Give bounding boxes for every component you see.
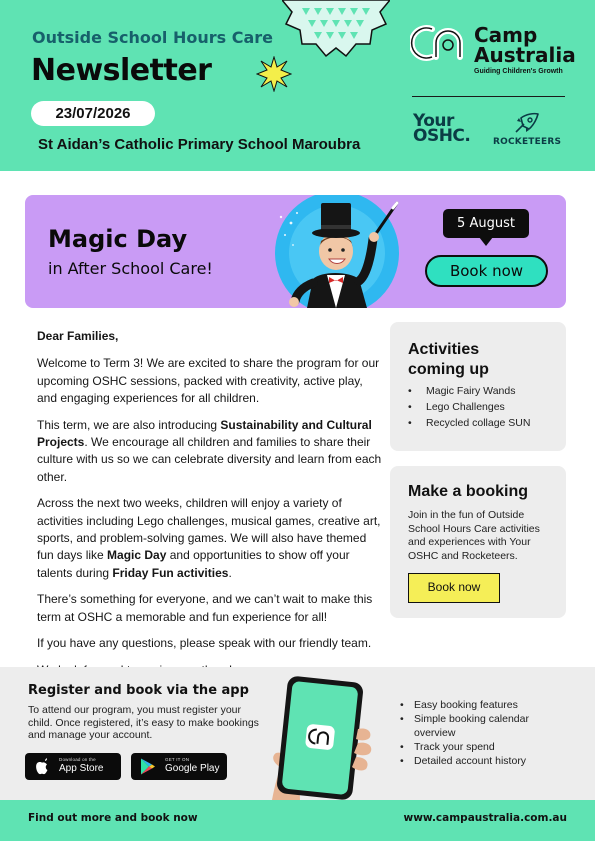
footer-cta: Find out more and book now	[28, 812, 198, 824]
app-store-small-text: Download on the	[59, 757, 96, 762]
header-kicker: Outside School Hours Care	[32, 28, 273, 47]
page-title: Newsletter	[31, 53, 212, 88]
letter-paragraph-welcome: Welcome to Term 3! We are excited to share the program for our upcoming OSHC sessions, packed with creativity, active play, and engaging experiences for all children.	[37, 356, 380, 406]
google-play-small-text: GET IT ON	[165, 757, 190, 762]
magician-child-illustration	[263, 195, 403, 308]
letter-text: and opportunities to show off your talents during	[37, 548, 350, 580]
school-name: St Aidan’s Catholic Primary School Maroubra	[38, 136, 361, 153]
star-badge-icon	[282, 0, 390, 62]
header-divider	[412, 96, 565, 97]
camp-australia-logo-icon	[410, 23, 470, 63]
brand-tagline: Guiding Children's Growth	[474, 68, 563, 75]
website-link[interactable]: www.campaustralia.com.au	[403, 812, 567, 824]
list-item: • Recycled collage SUN	[408, 415, 530, 431]
activities-heading-line2: coming up	[408, 361, 489, 378]
rocket-icon	[512, 112, 540, 134]
letter-text: . We encourage all children and families to share their culture with us so we can celebrate diversity and learn from each other.	[37, 435, 382, 484]
list-item: • Detailed account history	[400, 754, 570, 768]
booking-text: Join in the fun of Outside School Hours Care activities and experiences with Your OSHC and Rocketeers.	[408, 509, 540, 562]
booking-heading: Make a booking	[408, 483, 529, 500]
letter-text: Across the next two weeks, children will enjoy a variety of activities including Lego challenges, musical games, creative art, sports, and problem-solving games. We will also have themed fun days like	[37, 496, 381, 563]
letter-paragraph-everyone: There’s something for everyone, and we can’t wait to make this term at OSHC a memorable and fun experience for all!	[37, 592, 373, 624]
letter-text: This term, we are also introducing	[37, 417, 221, 432]
google-play-icon	[140, 758, 156, 775]
activities-list	[408, 383, 530, 431]
letter-paragraph-questions: If you have any questions, please speak with our friendly team.	[37, 636, 372, 651]
app-heading: Register and book via the app	[28, 683, 249, 698]
phone-in-hand-illustration	[262, 669, 392, 800]
event-date-badge: 5 August	[443, 209, 529, 238]
brand-name-line1: Camp	[474, 23, 538, 47]
magic-day-book-now-button[interactable]: Book now	[425, 255, 548, 287]
issue-date: 23/07/2026	[31, 101, 155, 126]
newsletter-letter	[37, 328, 385, 688]
brand-name-line2: Australia	[474, 43, 576, 67]
letter-paragraph-activities	[37, 495, 385, 582]
app-promo-section	[0, 667, 595, 800]
app-store-button[interactable]	[25, 753, 121, 780]
your-oshc-line1: Your	[413, 111, 454, 131]
list-item: • Lego Challenges	[408, 399, 530, 415]
letter-highlight: Sustainability and Cultural Projects	[37, 417, 372, 450]
activities-heading-line1: Activities	[408, 341, 480, 358]
letter-paragraph-projects	[37, 417, 385, 487]
list-item: • Simple booking calendar overview	[400, 712, 570, 740]
activities-card	[390, 322, 566, 451]
apple-icon	[34, 758, 50, 775]
list-item: • Track your spend	[400, 740, 570, 754]
your-oshc-line2: OSHC.	[413, 126, 471, 146]
booking-card	[390, 466, 566, 618]
google-play-button[interactable]	[131, 753, 227, 780]
your-oshc-logo	[413, 111, 471, 146]
rocketeers-logo-text: ROCKETEERS	[493, 137, 562, 147]
list-item: • Magic Fairy Wands	[408, 383, 530, 399]
google-play-label: Google Play	[165, 763, 220, 774]
footer	[0, 800, 595, 841]
list-item: • Easy booking features	[400, 698, 570, 712]
newsletter-header	[0, 0, 595, 171]
app-store-label: App Store	[59, 763, 104, 774]
letter-greeting: Dear Families,	[37, 329, 119, 343]
book-now-button[interactable]: Book now	[408, 573, 500, 603]
brand-name	[474, 25, 576, 65]
magic-day-banner	[25, 195, 566, 308]
banner-title: Magic Day	[48, 225, 188, 253]
letter-text: .	[228, 565, 232, 580]
banner-subtitle: in After School Care!	[48, 259, 213, 278]
app-description: To attend our program, you must register your child. Once registered, it’s easy to make bookings and manage your account.	[28, 704, 259, 741]
letter-highlight: Friday Fun activities	[112, 565, 229, 580]
app-features-list	[400, 698, 570, 768]
letter-highlight: Magic Day	[107, 548, 167, 563]
activities-heading	[408, 340, 489, 380]
